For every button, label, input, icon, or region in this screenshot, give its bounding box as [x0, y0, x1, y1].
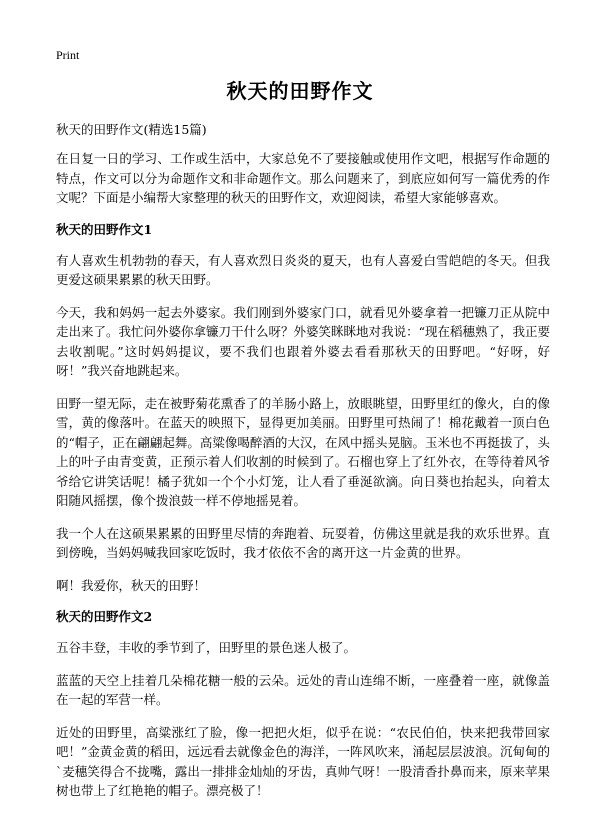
section-heading-1: 秋天的田野作文1: [56, 221, 153, 237]
document-body: [56, 120, 550, 814]
section-1-paragraph: 我一个人在这硕果累累的田野里尽情的奔跑着、玩耍着，仿佛这里就是我的欢乐世界。直到傍晚，当妈妈喊我回家吃饭时，我才依依不舍的离开这一片金黄的世界。: [56, 525, 550, 560]
print-link[interactable]: Print: [56, 48, 80, 62]
section-2-paragraph: 蓝蓝的天空上挂着几朵棉花糖一般的云朵。远处的青山连绵不断，一座叠着一座，就像盖在一起的军营一样。: [56, 672, 550, 707]
section-1-paragraph: 啊！我爱你，秋天的田野！: [56, 577, 207, 593]
section-1-paragraph: 田野一望无际，走在被野菊花熏香了的羊肠小路上，放眼眺望，田野里红的像火，白的像雪，黄的像落叶。在蓝天的映照下，显得更加美丽。田野里可热闹了！棉花戴着一顶白色的“帽子，正在翩翩起舞。高粱像喝醉酒的大汉，在风中摇头晃脑。玉米也不再挺拔了，头上的叶子由青变黄，正预示着人们收割的时候到了。石榴也穿上了红外衣，在等待着风爷爷给它讲笑话呢！橘子犹如一个个小灯笼，让人看了垂涎欲滴。向日葵也抬起头，向着太阳随风摇摆，像个拨浪鼓一样不停地摇晃着。: [56, 395, 550, 508]
section-1-paragraph: 有人喜欢生机勃勃的春天，有人喜欢烈日炎炎的夏天，也有人喜爱白雪皑皑的冬天。但我更爱这硕果累累的秋天田野。: [56, 252, 550, 287]
document-subtitle: 秋天的田野作文(精选15篇): [56, 122, 207, 137]
section-2-paragraph: 五谷丰登，丰收的季节到了，田野里的景色迷人极了。: [56, 640, 357, 655]
section-1-paragraph: 今天，我和妈妈一起去外婆家。我们刚到外婆家门口，就看见外婆拿着一把镰刀正从院中走出来了。我忙问外婆你拿镰刀干什么呀？外婆笑眯眯地对我说：“现在稻穗熟了，我正要去收割呢。”这时妈妈提议，要不我们也跟着外婆去看看那秋天的田野吧。“好呀，好呀！”我兴奋地跳起来。: [56, 304, 550, 378]
section-heading-2: 秋天的田野作文2: [56, 609, 153, 624]
section-2-paragraph: 近处的田野里，高粱涨红了脸，像一把把火炬，似乎在说：“农民伯伯，快来把我带回家吧！”金黄金黄的稻田，远远看去就像金色的海洋，一阵风吹来，涌起层层波浪。沉甸甸的`麦穗笑得合不拢嘴，露出一排排金灿灿的牙齿，真帅气呀！一股清香扑鼻而来，原来苹果树也带上了红艳艳的帽子。漂亮极了！: [56, 724, 550, 798]
page-title: 秋天的田野作文: [226, 79, 374, 103]
intro-paragraph: 在日复一日的学习、工作或生活中，大家总免不了要接触或使用作文吧，根据写作命题的特点，作文可以分为命题作文和非命题作文。那么问题来了，到底应如何写一篇优秀的作文呢？下面是小编帮大家整理的秋天的田野作文，欢迎阅读，希望大家能够喜欢。: [56, 151, 550, 205]
